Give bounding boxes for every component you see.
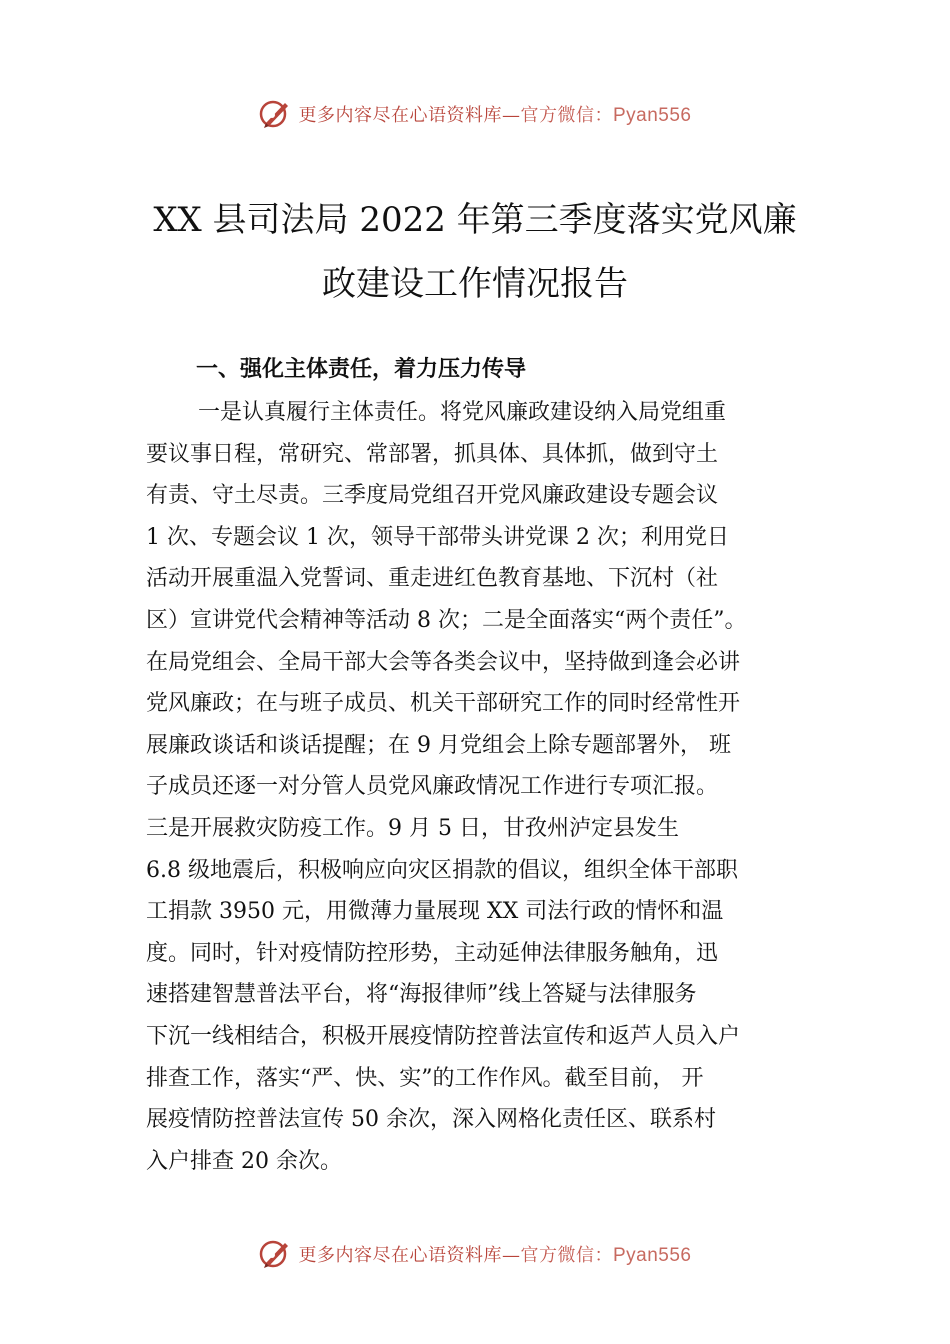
body-line: 要议事日程，常研究、常部署，抓具体、具体抓，做到守土 xyxy=(146,441,719,467)
body-line: 排查工作，落实“严、快、实”的工作作风。截至目前， 开 xyxy=(146,1065,704,1091)
watermark-id: Pyan556 xyxy=(612,105,692,126)
watermark-footer xyxy=(0,1234,950,1274)
body-line: 区）宣讲党代会精神等活动 8 次；二是全面落实“两个责任”。 xyxy=(146,607,747,633)
body-line: 度。同时，针对疫情防控形势，主动延伸法律服务触角，迅 xyxy=(146,940,719,966)
pen-logo-icon xyxy=(258,97,292,131)
body-paragraph xyxy=(146,392,822,1182)
body-line: 入户排查 20 余次。 xyxy=(146,1148,342,1174)
watermark-header xyxy=(0,94,950,134)
watermark-brand: 更多内容尽在心语资料库 xyxy=(298,1245,502,1266)
body-line: 活动开展重温入党誓词、重走进红色教育基地、下沉村（社 xyxy=(146,566,719,592)
body-line: 有责、守土尽责。三季度局党组召开党风廉政建设专题会议 xyxy=(146,483,719,509)
watermark-separator: — xyxy=(501,105,521,126)
watermark-text xyxy=(298,101,691,127)
body-line: 1 次、专题会议 1 次，领导干部带头讲党课 2 次；利用党日 xyxy=(146,524,729,550)
body-line: 工捐款 3950 元，用微薄力量展现 XX 司法行政的情怀和温 xyxy=(146,899,724,925)
watermark-separator: — xyxy=(501,1245,521,1266)
watermark-id: Pyan556 xyxy=(612,1245,692,1266)
body-line: 展疫情防控普法宣传 50 余次，深入网格化责任区、联系村 xyxy=(146,1107,716,1133)
watermark-text xyxy=(298,1241,691,1267)
body-line: 子成员还逐一对分管人员党风廉政情况工作进行专项汇报。 xyxy=(146,774,719,800)
body-line: 下沉一线相结合，积极开展疫情防控普法宣传和返芦人员入户 xyxy=(146,1023,741,1049)
body-line: 党风廉政；在与班子成员、机关干部研究工作的同时经常性开 xyxy=(146,691,741,717)
title-line-2: 政建设工作情况报告 xyxy=(322,264,628,304)
body-line: 三是开展救灾防疫工作。9 月 5 日，甘孜州泸定县发生 xyxy=(146,815,679,841)
body-line: 在局党组会、全局干部大会等各类会议中，坚持做到逢会必讲 xyxy=(146,649,741,675)
body-line: 一是认真履行主体责任。将党风廉政建设纳入局党组重 xyxy=(198,400,727,425)
section-heading: 一、强化主体责任，着力压力传导 xyxy=(196,357,527,382)
body-line: 6.8 级地震后，积极响应向灾区捐款的倡议，组织全体干部职 xyxy=(146,857,738,883)
pen-logo-icon xyxy=(258,1237,292,1271)
title-line-1: XX 县司法局 2022 年第三季度落实党风廉 xyxy=(153,200,797,240)
watermark-label: 官方微信： xyxy=(520,105,613,126)
watermark-brand: 更多内容尽在心语资料库 xyxy=(298,105,502,126)
watermark-label: 官方微信： xyxy=(520,1245,613,1266)
body-line: 速搭建智慧普法平台，将“海报律师”线上答疑与法律服务 xyxy=(146,982,697,1008)
document-title xyxy=(0,188,950,316)
body-line: 展廉政谈话和谈话提醒；在 9 月党组会上除专题部署外， 班 xyxy=(146,732,731,758)
